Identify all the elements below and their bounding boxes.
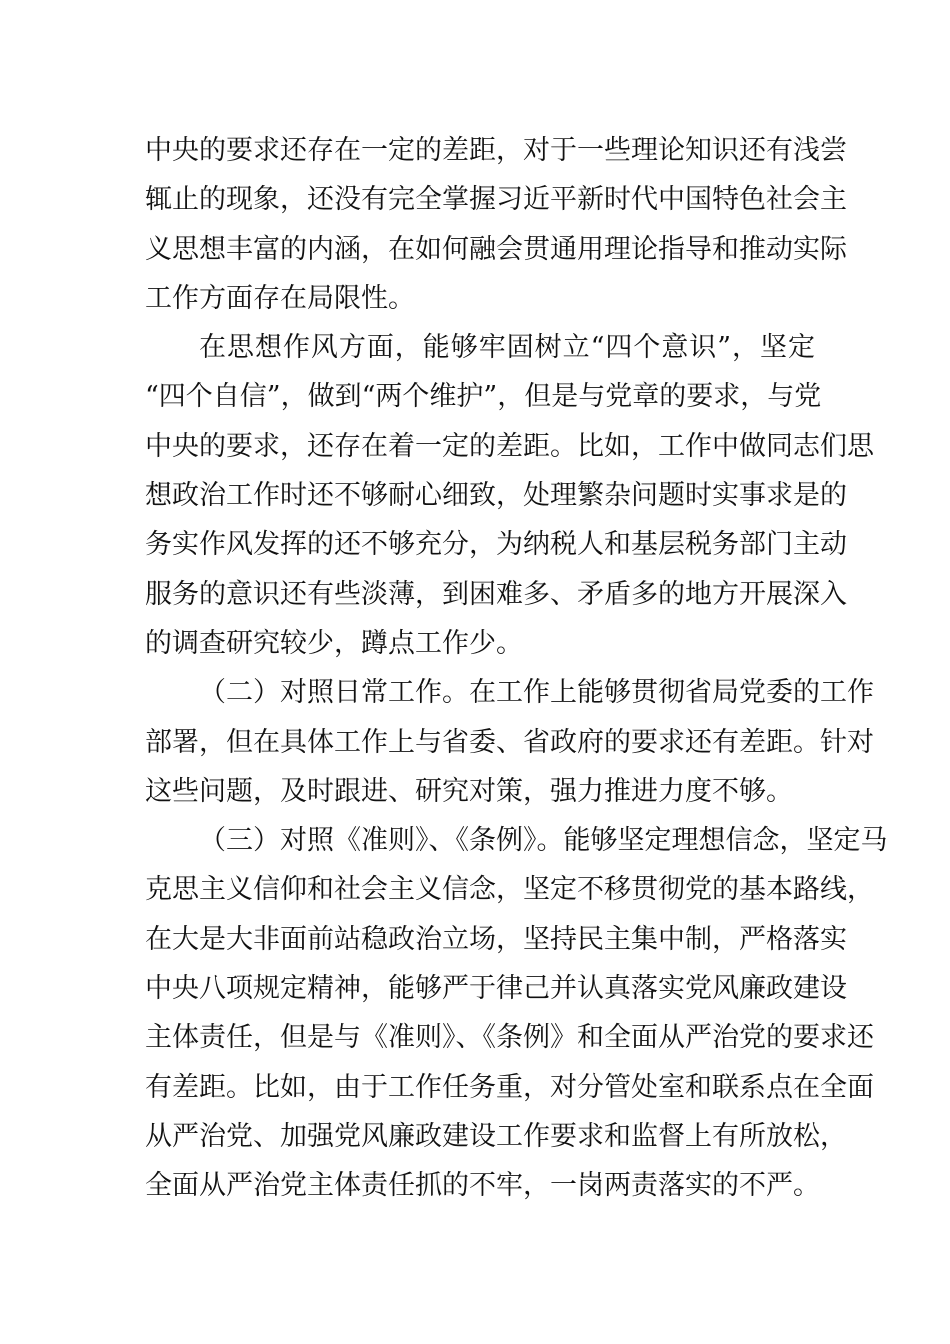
text-line: 想政治工作时还不够耐心细致，处理繁杂问题时实事求是的 (145, 480, 847, 512)
text-line: 这些问题，及时跟进、研究对策，强力推进力度不够。 (145, 775, 793, 807)
text-line: 在大是大非面前站稳政治立场，坚持民主集中制，严格落实 (145, 923, 847, 955)
text-line: 从严治党、加强党风廉政建设工作要求和监督上有所放松， (145, 1120, 847, 1152)
text-line: 有差距。比如，由于工作任务重，对分管处室和联系点在全面 (145, 1071, 874, 1103)
text-line: 克思主义信仰和社会主义信念，坚定不移贯彻党的基本路线， (145, 874, 874, 906)
text-line: 全面从严治党主体责任抓的不牢，一岗两责落实的不严。 (145, 1170, 820, 1202)
text-line: 服务的意识还有些淡薄，到困难多、矛盾多的地方开展深入 (145, 578, 847, 610)
text-line: （三）对照《准则》、《条例》。能够坚定理想信念，坚定马 (199, 825, 888, 857)
text-line: （二）对照日常工作。在工作上能够贯彻省局党委的工作 (199, 677, 874, 709)
text-line: 中央的要求，还存在着一定的差距。比如，工作中做同志们思 (145, 430, 874, 462)
text-line: 主体责任，但是与《准则》、《条例》和全面从严治党的要求还 (145, 1022, 874, 1054)
text-line: 义思想丰富的内涵，在如何融会贯通用理论指导和推动实际 (145, 233, 847, 265)
text-line: 的调查研究较少，蹲点工作少。 (145, 627, 523, 659)
text-line: “四个自信”，做到“两个维护”，但是与党章的要求，与党 (145, 381, 822, 413)
text-line: 辄止的现象，还没有完全掌握习近平新时代中国特色社会主 (145, 184, 847, 216)
text-line: 部署，但在具体工作上与省委、省政府的要求还有差距。针对 (145, 726, 874, 758)
text-line: 在思想作风方面，能够牢固树立“四个意识”，坚定 (199, 332, 815, 364)
text-line: 中央八项规定精神，能够严于律己并认真落实党风廉政建设 (145, 973, 847, 1005)
document-body (145, 126, 888, 1211)
text-line: 中央的要求还存在一定的差距，对于一些理论知识还有浅尝 (145, 135, 847, 166)
text-line: 工作方面存在局限性。 (145, 282, 415, 314)
text-line: 务实作风发挥的还不够充分，为纳税人和基层税务部门主动 (145, 529, 847, 561)
